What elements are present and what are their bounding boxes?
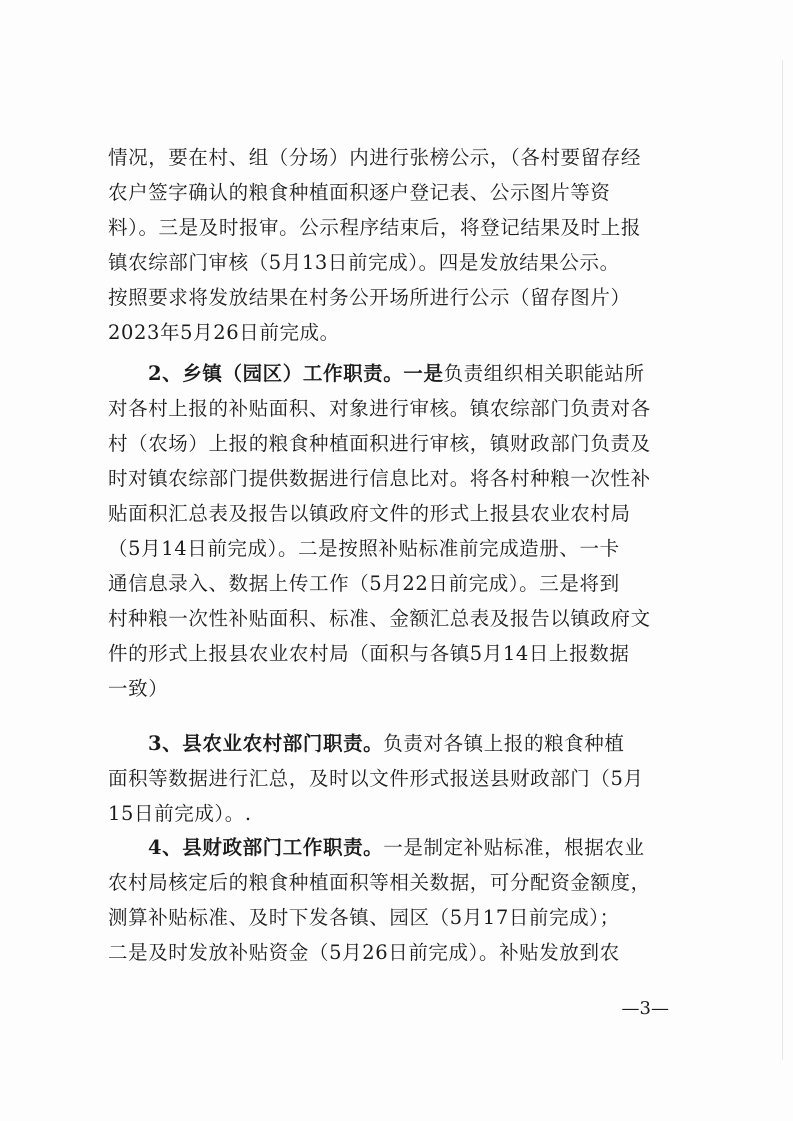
text-line: 15日前完成）。.: [108, 802, 252, 825]
section-heading: 3、县农业农村部门职责。: [148, 732, 384, 755]
paragraph-first-line: [108, 726, 682, 761]
section-heading: 4、县财政部门工作职责。: [148, 836, 384, 859]
text-line: 面积等数据进行汇总，及时以文件形式报送县财政部门（5月: [108, 767, 644, 790]
text-line: 对各村上报的补贴面积、对象进行审核。镇农综部门负责对各: [108, 397, 651, 420]
paragraph-4: [108, 830, 682, 970]
text-line: 村种粮一次性补贴面积、标准、金额汇总表及报告以镇政府文: [108, 607, 651, 630]
text-line: （5月14日前完成）。二是按照补贴标准前完成造册、一卡: [108, 537, 620, 560]
text-line: 农村局核定后的粮食种植面积等相关数据，可分配资金额度，: [108, 871, 651, 894]
scan-edge-divider: [782, 60, 783, 1060]
paragraph-text: 负责对各镇上报的粮食种植: [383, 732, 625, 755]
text-line: 镇农综部门审核（5月13日前完成）。四是发放结果公示。: [108, 251, 620, 274]
text-line: 件的形式上报县农业农村局（面积与各镇5月14日上报数据: [108, 642, 630, 665]
text-line: 一致）: [108, 677, 169, 700]
text-line: 时对镇农综部门提供数据进行信息比对。将各村种粮一次性补: [108, 467, 651, 490]
text-line: 2023年5月26日前完成。: [108, 321, 340, 344]
text-line: 按照要求将发放结果在村务公开场所进行公示（留存图片）: [108, 286, 631, 309]
paragraph-3: [108, 726, 682, 831]
paragraph-2: [108, 356, 682, 706]
text-line: 贴面积汇总表及报告以镇政府文件的形式上报县农业农村局: [108, 502, 631, 525]
text-line: 通信息录入、数据上传工作（5月22日前完成）。三是将到: [108, 572, 620, 595]
text-line: 测算补贴标准、及时下发各镇、园区（5月17日前完成）；: [108, 906, 620, 929]
paragraph-text: 负责组织相关职能站所: [443, 362, 645, 385]
text-line: 村（农场）上报的粮食种植面积进行审核，镇财政部门负责及: [108, 432, 651, 455]
section-heading: 2、乡镇（园区）工作职责。: [148, 362, 404, 385]
emphasis-text: 一是: [403, 362, 444, 385]
page-number: —3—: [621, 998, 669, 1019]
text-line: 情况，要在村、组（分场）内进行张榜公示，（各村要留存经: [108, 146, 641, 169]
text-line: 农户签字确认的粮食种植面积逐户登记表、公示图片等资: [108, 181, 611, 204]
text-line: 二是及时发放补贴资金（5月26日前完成）。补贴发放到农: [108, 941, 620, 964]
paragraph-first-line: [108, 356, 682, 391]
text-line: 料）。三是及时报审。公示程序结束后，将登记结果及时上报: [108, 216, 641, 239]
paragraph-1: [108, 140, 682, 350]
paragraph-text: 一是制定补贴标准，根据农业: [383, 836, 645, 859]
paragraph-first-line: [108, 830, 682, 865]
